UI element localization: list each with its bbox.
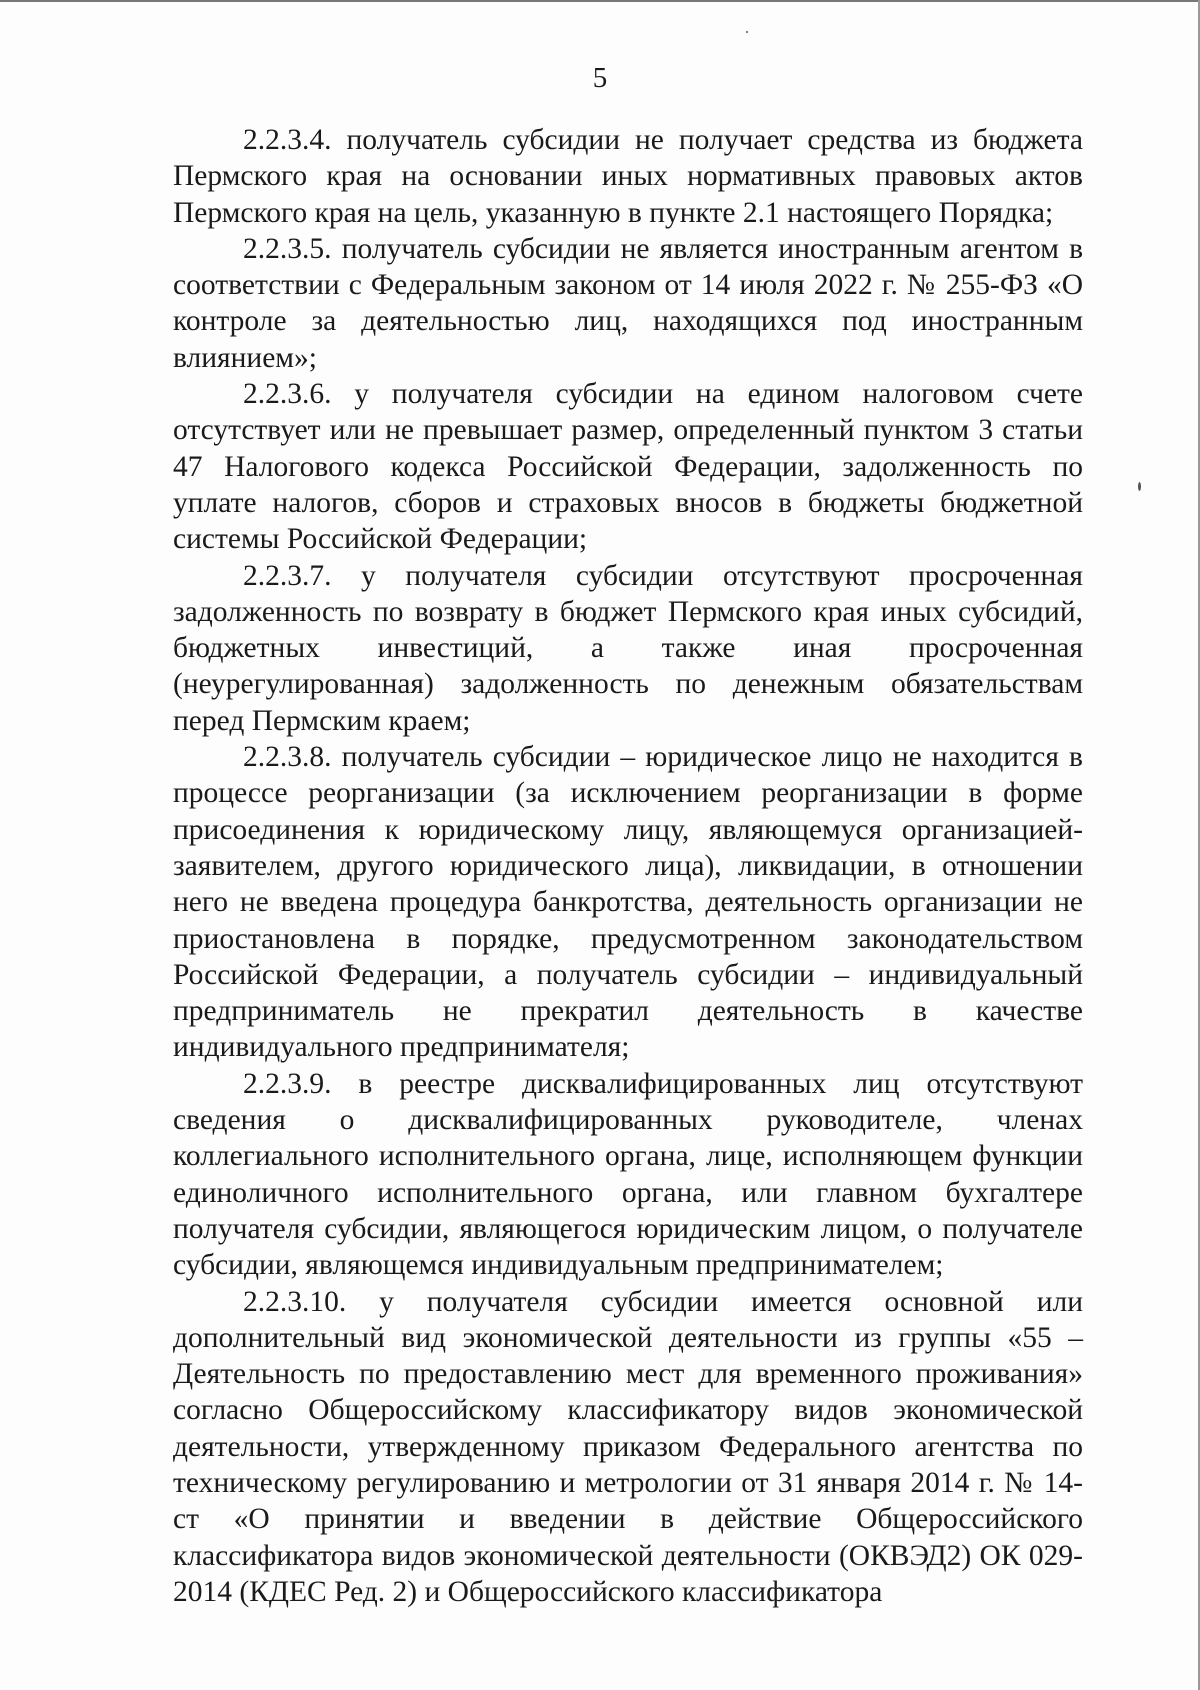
paragraph-2-2-3-7: 2.2.3.7. у получателя субсидии отсутствуют просроченная задолженность по возврату в бюджет Пермского края иных субсидий, бюджетных инвестиций, а также иная просроченная (неурегулированная) задолженность по денежным обязательствам перед Пермским краем; [173,559,1083,737]
scan-edge-top [0,0,1200,2]
paragraph-2-2-3-5: 2.2.3.5. получатель субсидии не является иностранным агентом в соответствии с Федеральным законом от 14 июля 2022 г. № 255-ФЗ «О контроле за деятельностью лиц, находящихся под иностранным влиянием»; [173,232,1083,374]
page-number: 5 [592,62,608,94]
paragraph-2-2-3-8: 2.2.3.8. получатель субсидии – юридическое лицо не находится в процессе реорганизации (за исключением реорганизации в форме присоединения к юридическому лицу, являющемуся организацией-заявителем, другого юридического лица), ликвидации, в отношении него не введена процедура банкротства, деятельность организации не приостановлена в порядке, предусмотренном законодательством Российской Федерации, а получатель субсидии – индивидуальный предприниматель не прекратил деятельность в качестве индивидуального предпринимателя; [173,741,1083,1064]
paragraph-2-2-3-9: 2.2.3.9. в реестре дисквалифицированных лиц отсутствуют сведения о дисквалифицированных руководителе, членах коллегиального исполнительного органа, лице, исполняющем функции единоличного исполнительного органа, или главном бухгалтере получателя субсидии, являющегося юридическим лицом, о получателе субсидии, являющемся индивидуальным предпринимателем; [173,1067,1083,1282]
paragraph-2-2-3-6: 2.2.3.6. у получателя субсидии на едином налоговом счете отсутствует или не превышает размер, определенный пунктом 3 статьи 47 Налогового кодекса Российской Федерации, задолженность по уплате налогов, сборов и страховых вносов в бюджеты бюджетной системы Российской Федерации; [173,378,1083,556]
document-body [173,122,1083,1610]
paragraph-2-2-3-4: 2.2.3.4. получатель субсидии не получает средства из бюджета Пермского края на основании иных нормативных правовых актов Пермского края на цель, указанную в пункте 2.1 настоящего Порядка; [173,124,1083,229]
scan-speck [1138,482,1141,491]
paragraph-2-2-3-10: 2.2.3.10. у получателя субсидии имеется основной или дополнительный вид экономической деятельности из группы «55 – Деятельность по предоставлению мест для временного проживания» согласно Общероссийскому классификатору видов экономической деятельности, утвержденному приказом Федерального агентства по техническому регулированию и метрологии от 31 января 2014 г. № 14-ст «О принятии и введении в действие Общероссийского классификатора видов экономической деятельности (ОКВЭД2) ОК 029-2014 (КДЕС Ред. 2) и Общероссийского классификатора [173,1285,1083,1608]
scan-speck [746,31,748,33]
